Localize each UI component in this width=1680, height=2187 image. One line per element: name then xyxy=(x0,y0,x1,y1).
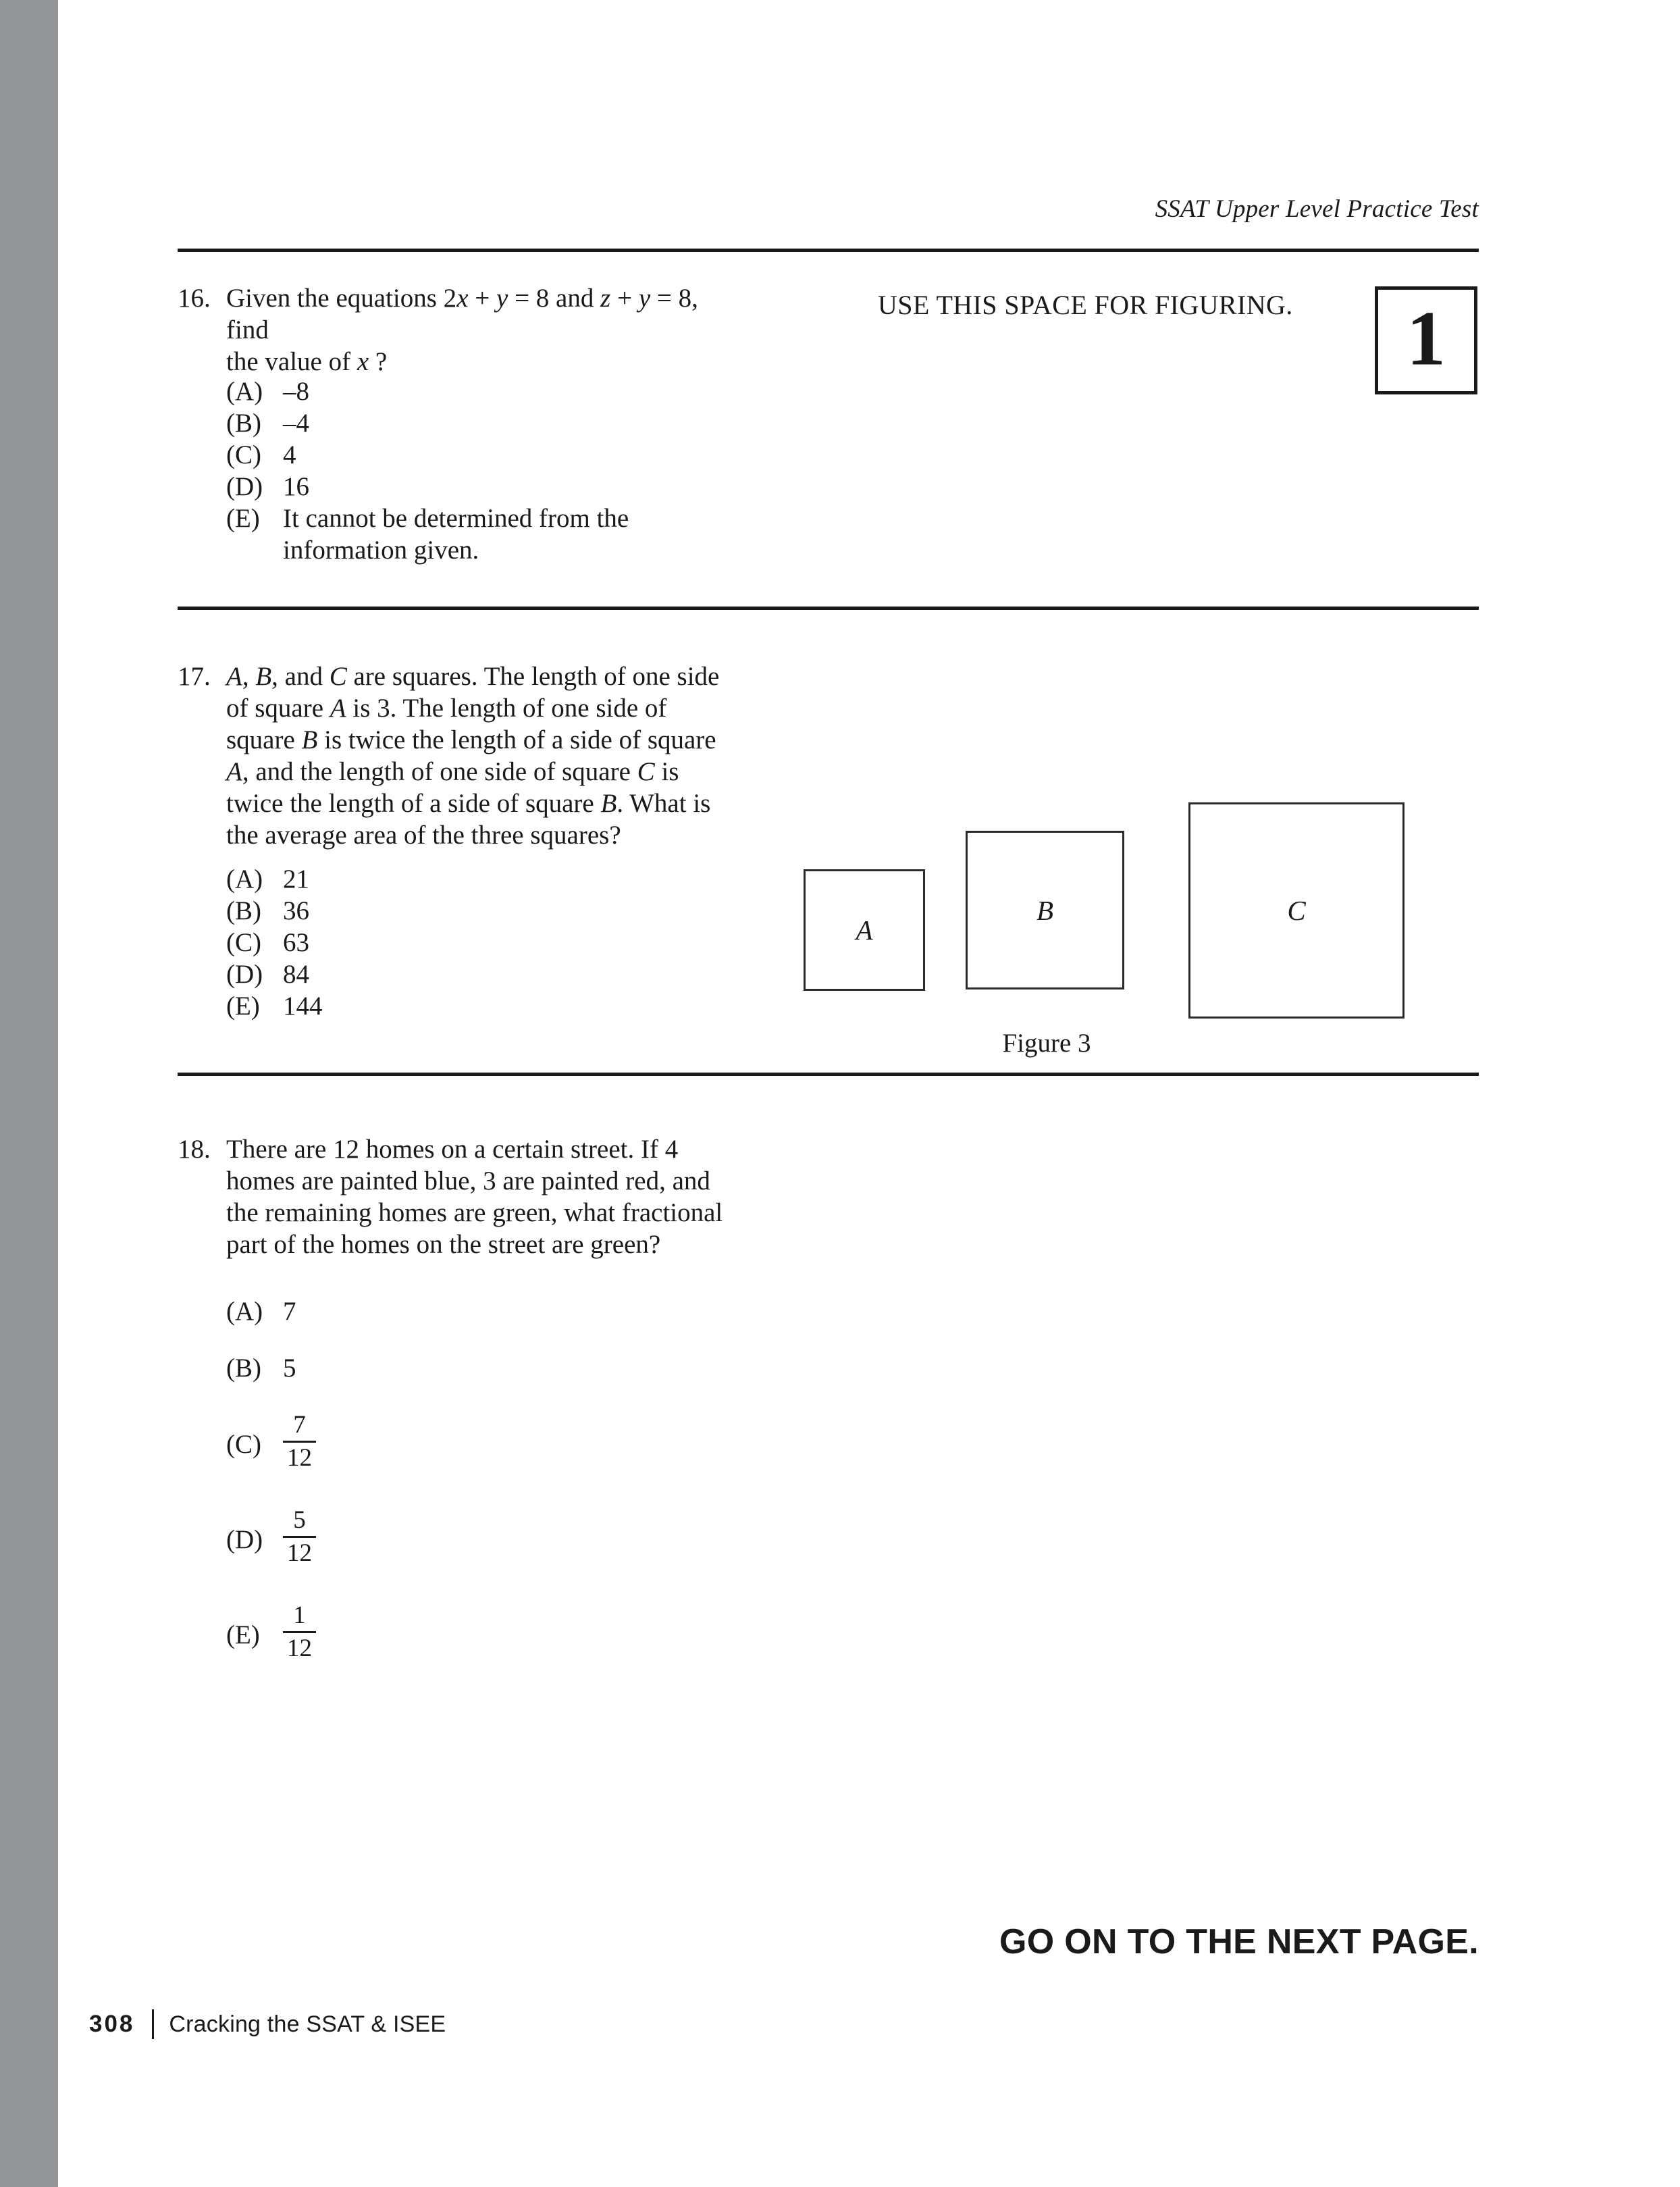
q17-seg-1: , xyxy=(242,662,256,691)
choice-value xyxy=(283,1410,699,1474)
choice-tag: (E) xyxy=(226,504,260,533)
q17-var-b1: B xyxy=(255,662,272,691)
choice-option[interactable] xyxy=(226,958,699,990)
header-rule xyxy=(178,249,1479,252)
choice-tag: (C) xyxy=(226,440,261,469)
q16-stem-seg-2: + xyxy=(468,284,496,313)
choice-value xyxy=(283,1506,699,1570)
choice-tag: (D) xyxy=(226,1524,263,1554)
q16-var-x2: x xyxy=(357,347,369,376)
choice-option[interactable] xyxy=(226,990,699,1022)
choice-option[interactable] xyxy=(226,895,699,927)
fraction-bar xyxy=(283,1536,316,1538)
choice-option[interactable] xyxy=(226,376,739,407)
q17-seg-3: are squares. The length of one side of square xyxy=(226,662,720,723)
q17-var-c2: C xyxy=(637,757,655,786)
q16-var-x1: x xyxy=(456,284,469,313)
q16-stem-seg-1: Given the equations 2 xyxy=(226,284,457,313)
figure-square-b xyxy=(966,831,1124,989)
choice-option[interactable] xyxy=(226,1352,699,1384)
choice-option[interactable] xyxy=(226,1504,699,1574)
q17-seg-8: . What is the average area of the three squares? xyxy=(226,789,711,850)
fraction-numerator: 1 xyxy=(293,1601,306,1629)
q17-seg-4: is 3. The length of one side of square xyxy=(226,694,667,754)
choice-tag: (A) xyxy=(226,377,263,406)
q16-stem-seg-7: ? xyxy=(369,347,388,376)
fraction-denominator: 12 xyxy=(287,1634,312,1662)
fraction-numerator: 7 xyxy=(293,1410,306,1439)
choice-tag: (B) xyxy=(226,1354,261,1383)
choice-option[interactable] xyxy=(226,1409,699,1479)
q17-seg-6: , and the length of one side of square xyxy=(242,757,637,786)
choice-tag: (C) xyxy=(226,1429,261,1459)
question-16-choices xyxy=(226,376,739,566)
question-16-stem xyxy=(226,282,739,378)
q16-stem-seg-6: the value of xyxy=(226,347,357,376)
running-head: SSAT Upper Level Practice Test xyxy=(1155,195,1479,223)
q16-stem-seg-3: = 8 and xyxy=(508,284,601,313)
fraction-bar xyxy=(283,1631,316,1633)
question-17-number: 17. xyxy=(178,662,211,691)
choice-value xyxy=(283,1601,699,1665)
figure-3 xyxy=(783,770,1479,1058)
choice-option[interactable] xyxy=(226,407,739,439)
q17-var-a3: A xyxy=(226,757,242,786)
q17-var-b2: B xyxy=(301,725,318,754)
q16-var-y1: y xyxy=(496,284,508,313)
fraction-denominator: 12 xyxy=(287,1539,312,1567)
choice-tag: (E) xyxy=(226,992,260,1021)
q17-seg-5: is twice the length of a side of square xyxy=(317,725,716,754)
question-16-rule xyxy=(178,607,1479,610)
q17-var-b3: B xyxy=(600,789,617,818)
choice-tag: (C) xyxy=(226,928,261,957)
fraction xyxy=(283,1602,316,1662)
q17-var-a2: A xyxy=(330,694,346,723)
choice-tag: (A) xyxy=(226,1297,263,1326)
figure-3-caption: Figure 3 xyxy=(1002,1029,1091,1058)
fraction-numerator: 5 xyxy=(293,1506,306,1534)
fraction-bar xyxy=(283,1441,316,1443)
choice-value: –8 xyxy=(283,377,309,406)
question-17-rule xyxy=(178,1073,1479,1076)
choice-tag: (B) xyxy=(226,896,261,925)
figure-square-a xyxy=(804,869,925,991)
choice-value: 144 xyxy=(283,992,323,1021)
q16-stem-seg-5: = 8, find xyxy=(226,284,698,344)
choice-value: –4 xyxy=(283,409,309,438)
choice-tag: (A) xyxy=(226,865,263,894)
question-18-choices xyxy=(226,1295,699,1670)
choice-value: 84 xyxy=(283,960,309,989)
fraction-denominator: 12 xyxy=(287,1443,312,1472)
choice-option[interactable] xyxy=(226,1599,699,1670)
q17-var-a1: A xyxy=(226,662,242,691)
choice-option[interactable] xyxy=(226,1295,699,1327)
choice-tag: (E) xyxy=(226,1620,260,1649)
page-spine-bar xyxy=(0,0,58,2187)
section-number: 1 xyxy=(1407,295,1446,382)
fraction xyxy=(283,1507,316,1567)
choice-tag: (B) xyxy=(226,409,261,438)
q17-seg-2: , and xyxy=(271,662,330,691)
choice-value: 36 xyxy=(283,896,309,925)
choice-option[interactable] xyxy=(226,927,699,958)
choice-value: 7 xyxy=(283,1297,296,1326)
choice-option[interactable] xyxy=(226,439,739,471)
choice-value: 63 xyxy=(283,928,309,957)
footer-book-title: Cracking the SSAT & ISEE xyxy=(169,2011,446,2037)
figure-square-b-label: B xyxy=(1036,894,1054,926)
choice-value: 16 xyxy=(283,472,309,501)
q17-var-c1: C xyxy=(329,662,347,691)
question-17-stem xyxy=(226,661,739,851)
choice-tag: (D) xyxy=(226,960,263,989)
figure-square-a-label: A xyxy=(856,915,873,946)
section-number-box xyxy=(1375,286,1477,394)
choice-option[interactable] xyxy=(226,503,739,566)
figure-square-c-label: C xyxy=(1287,895,1306,926)
footer-divider xyxy=(152,2009,154,2039)
footer-page-number: 308 xyxy=(89,2011,135,2037)
question-17-choices xyxy=(226,863,699,1022)
page-footer xyxy=(89,2009,446,2039)
q16-stem-seg-4: + xyxy=(610,284,639,313)
choice-value: 5 xyxy=(283,1354,296,1383)
choice-value: 4 xyxy=(283,440,296,469)
choice-option[interactable] xyxy=(226,471,739,503)
choice-tag: (D) xyxy=(226,472,263,501)
figure-square-c xyxy=(1188,802,1405,1019)
question-18-stem: There are 12 homes on a certain street. If 4 homes are painted blue, 3 are painted red, and the remaining homes are green, what fractional part of the homes on the street are green? xyxy=(226,1135,723,1259)
choice-option[interactable] xyxy=(226,863,699,895)
figuring-space-label: USE THIS SPACE FOR FIGURING. xyxy=(878,290,1293,320)
go-on-next-page-label: GO ON TO THE NEXT PAGE. xyxy=(999,1922,1479,1961)
q16-var-z1: z xyxy=(600,284,611,313)
q16-var-y2: y xyxy=(638,284,651,313)
question-18-number: 18. xyxy=(178,1135,211,1164)
q17-seg-7: is twice the length of a side of square xyxy=(226,757,679,818)
fraction xyxy=(283,1412,316,1472)
choice-value: It cannot be determined from the information given. xyxy=(283,504,629,565)
question-16-number: 16. xyxy=(178,284,211,313)
choice-value: 21 xyxy=(283,865,309,894)
